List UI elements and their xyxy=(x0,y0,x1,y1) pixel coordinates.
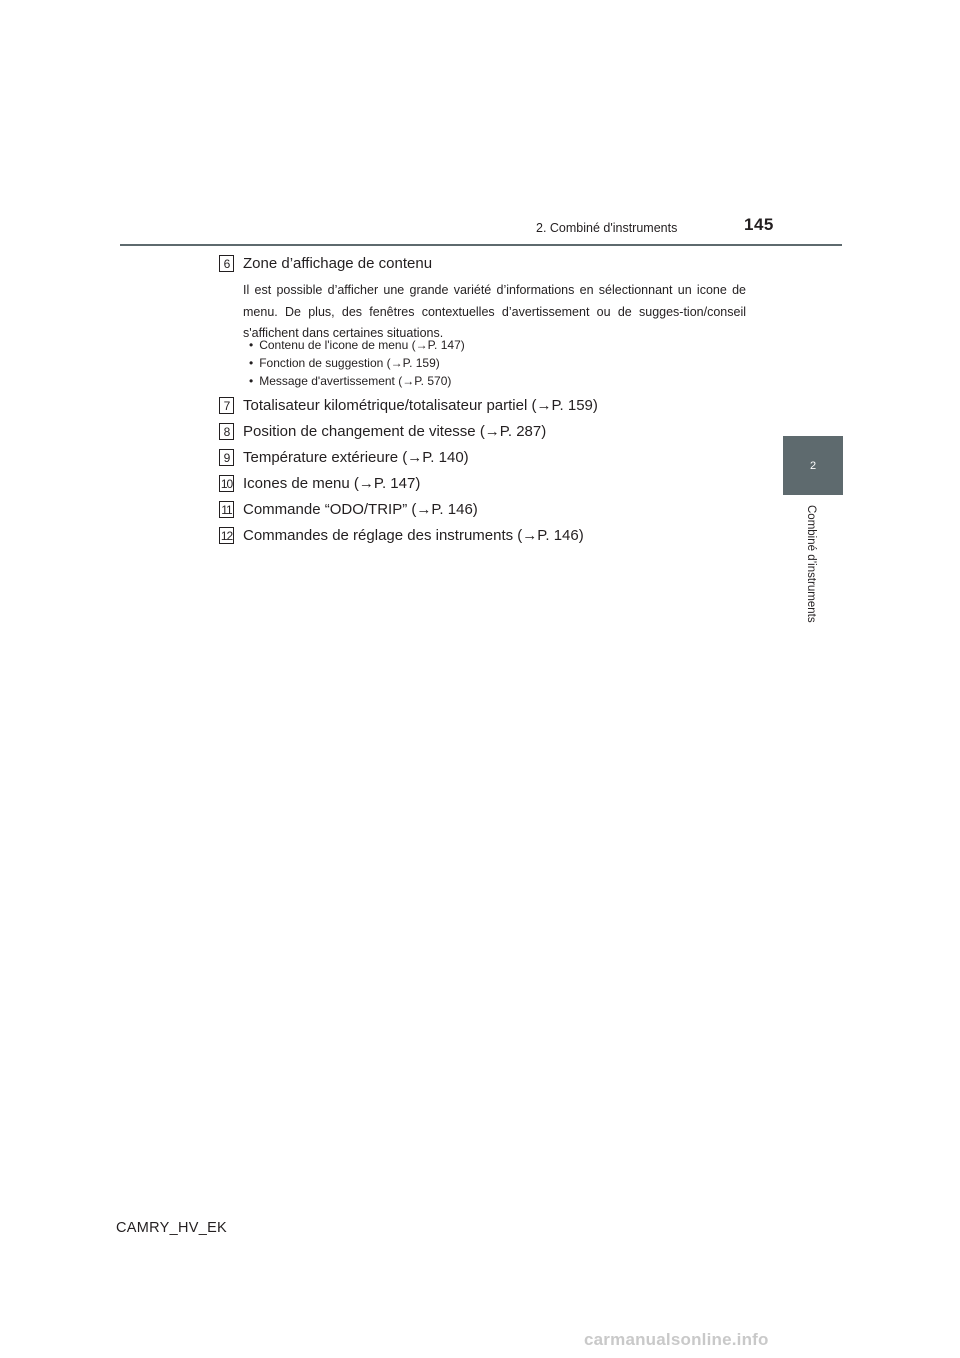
chapter-label: Combiné d’instruments xyxy=(805,505,817,623)
item-title: Zone d’affichage de contenu xyxy=(243,255,433,272)
list-item xyxy=(219,526,584,546)
item-number-badge: 12 xyxy=(220,529,233,543)
item-title: Commandes de réglage des instruments (→P. 146) xyxy=(243,527,584,544)
item-title: Position de changement de vitesse (→P. 287) xyxy=(243,423,547,440)
chapter-tab xyxy=(783,436,843,495)
list-item xyxy=(219,474,420,494)
footer-model-code: CAMRY_HV_EK xyxy=(116,1220,228,1236)
item-number-badge: 11 xyxy=(219,501,234,518)
chapter-number: 2 xyxy=(809,459,817,472)
item-number-badge: 6 xyxy=(219,255,234,272)
list-item xyxy=(219,396,598,416)
item-number-badge: 9 xyxy=(219,449,234,466)
item-title: Commande “ODO/TRIP” (→P. 146) xyxy=(243,501,478,518)
watermark: carmanualsonline.info xyxy=(584,1330,769,1349)
list-item xyxy=(219,254,432,274)
bullet-item: • Contenu de l'icone de menu (→P. 147) xyxy=(249,336,465,354)
list-item xyxy=(219,422,546,442)
header-rule xyxy=(120,244,842,246)
item-number-badge: 8 xyxy=(219,423,234,440)
bullet-item: • Fonction de suggestion (→P. 159) xyxy=(249,354,465,372)
header-section-title: 2. Combiné d'instruments xyxy=(536,221,678,235)
list-item xyxy=(219,448,469,468)
item-description: Il est possible d’afficher une grande variété d’informations en sélectionnant un icone de menu. De plus, des fenêtres contextuelles d’avertissement ou de sugges-tion/conseil s'affichent dans certaines situations. xyxy=(243,283,746,340)
page-number: 145 xyxy=(744,215,774,234)
list-item xyxy=(219,500,478,520)
item-title: Totalisateur kilométrique/totalisateur partiel (→P. 159) xyxy=(243,397,598,414)
item-title: Température extérieure (→P. 140) xyxy=(243,449,469,466)
item-number-badge: 10 xyxy=(220,477,233,491)
item-title: Icones de menu (→P. 147) xyxy=(243,475,421,492)
bullet-item: • Message d'avertissement (→P. 570) xyxy=(249,372,465,390)
item-number-badge: 7 xyxy=(219,397,234,414)
bullet-list xyxy=(249,336,465,390)
